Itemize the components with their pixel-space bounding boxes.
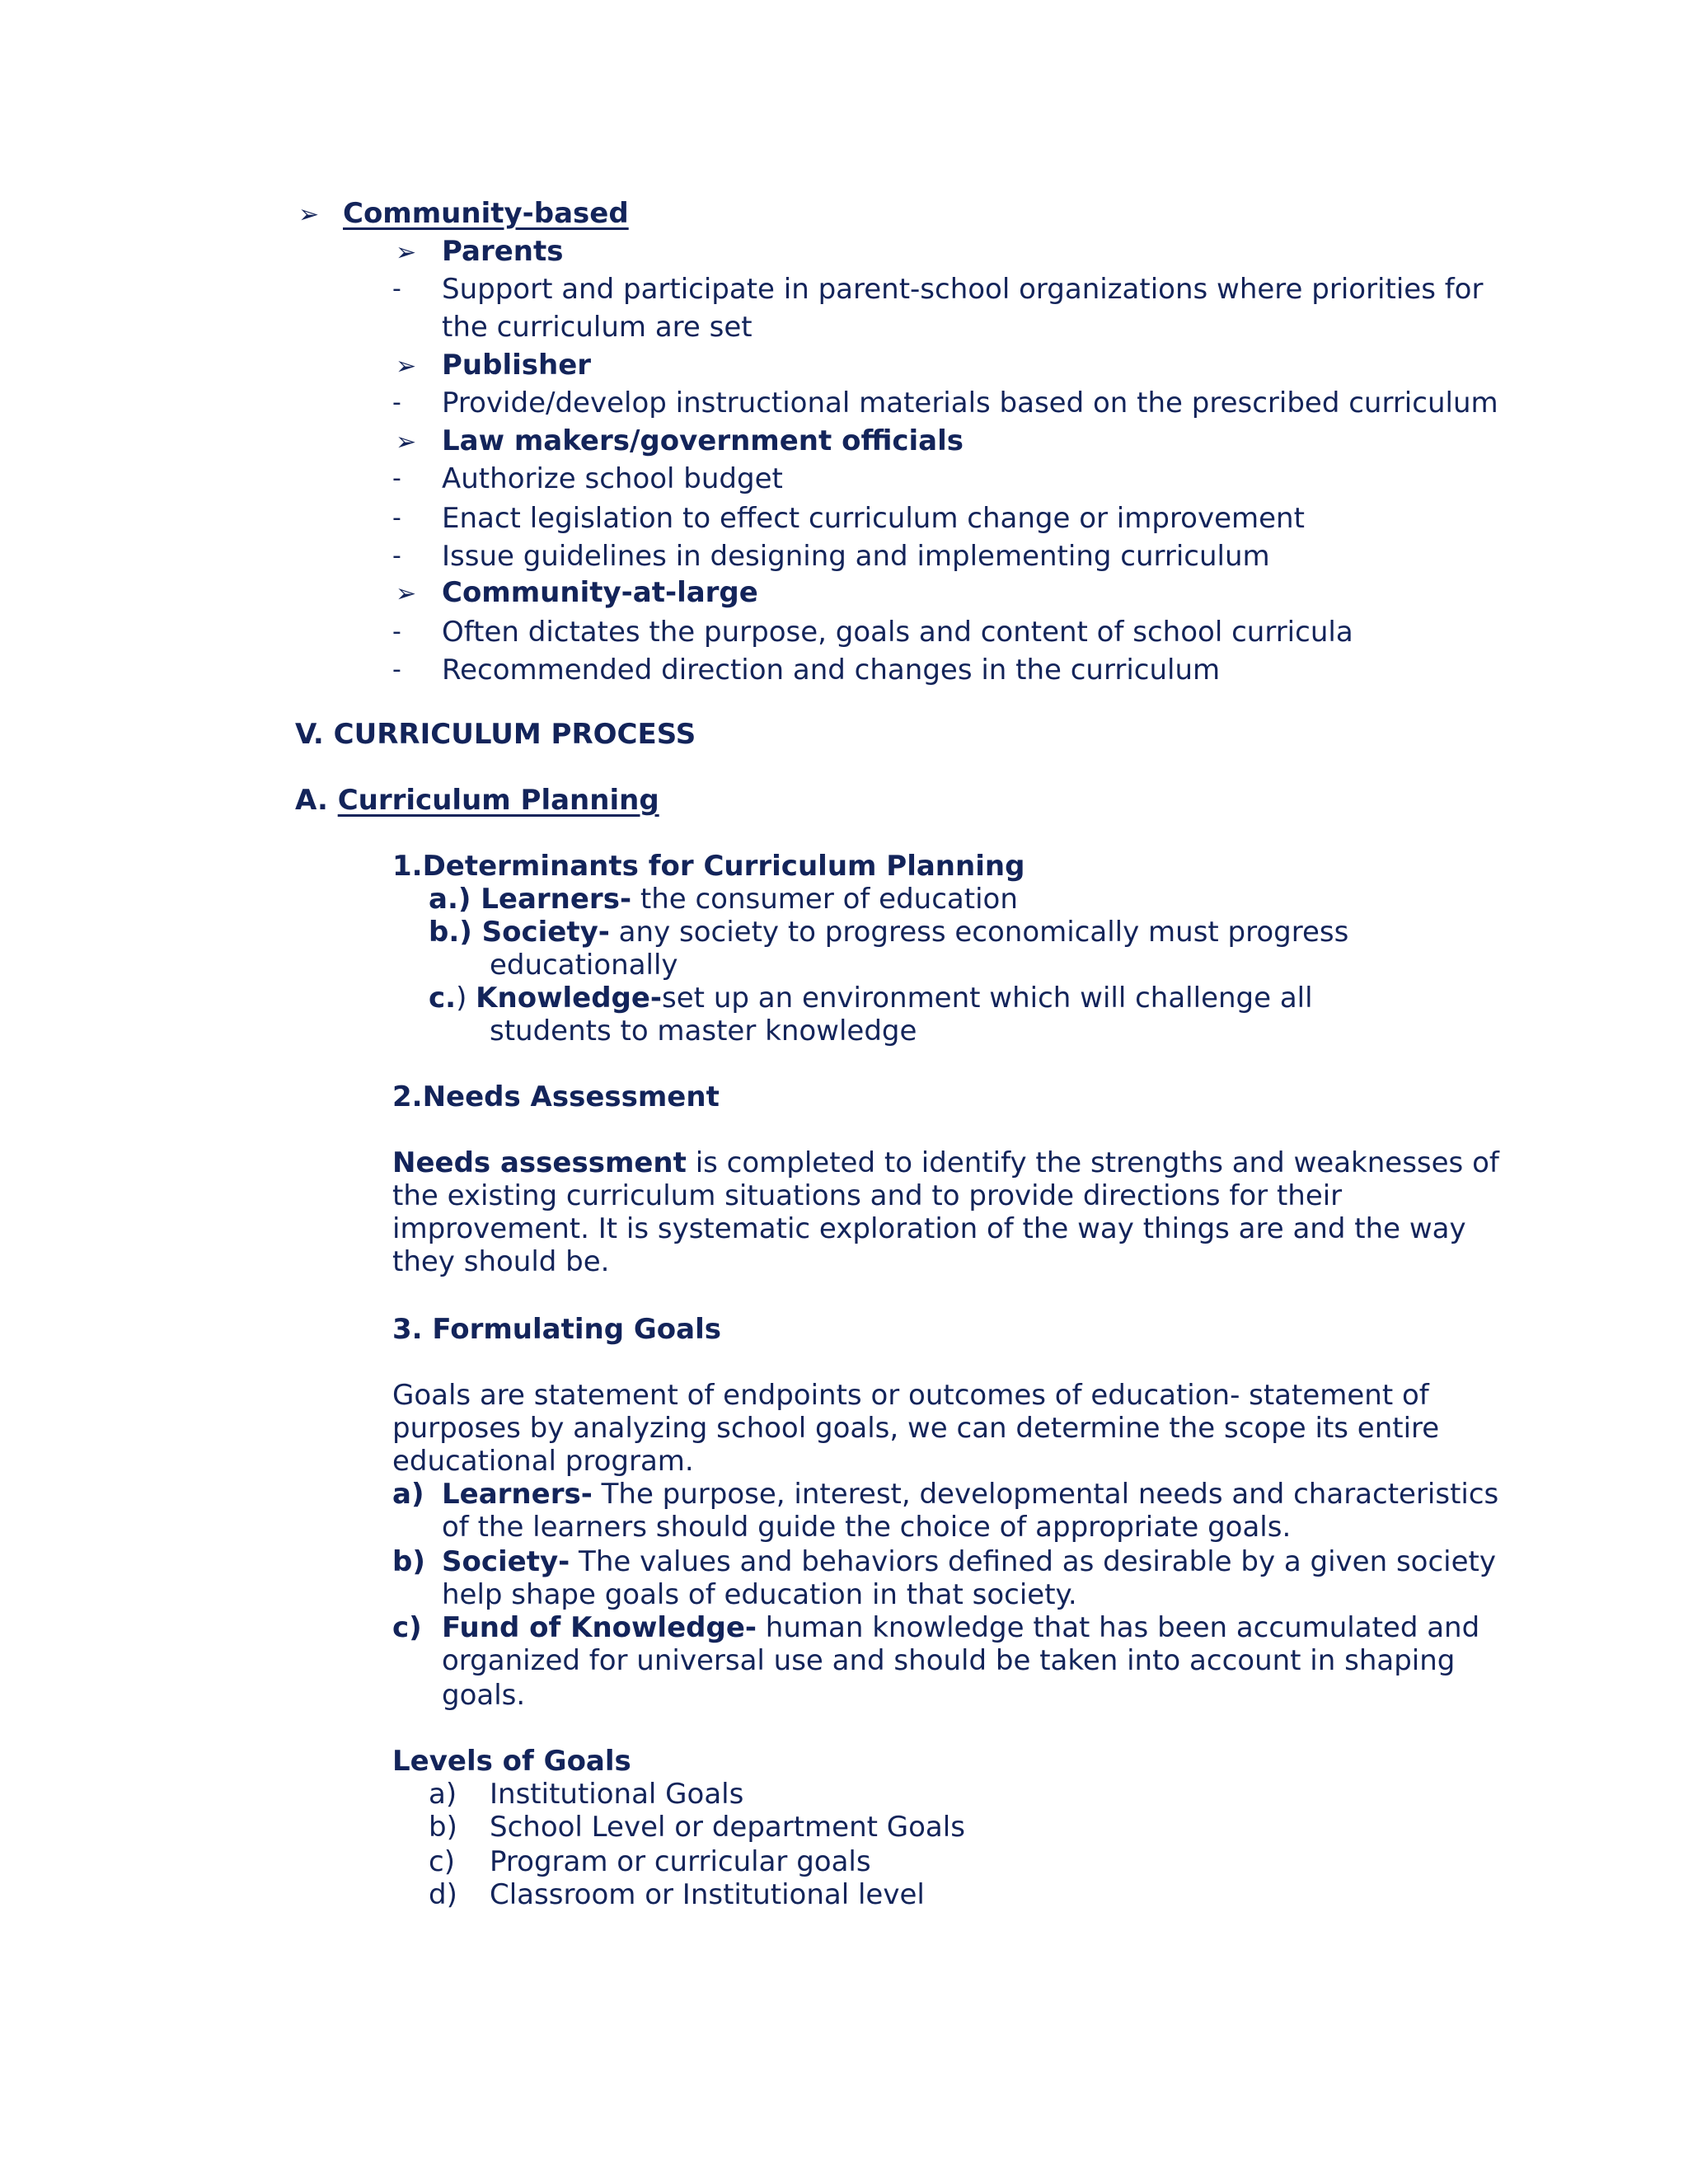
community-heading: Community-based <box>343 197 629 230</box>
goal-c-cont: goals. <box>442 1679 526 1712</box>
determinant-c-text: set up an environment which will challenge all <box>662 982 1313 1015</box>
arrow-bullet-icon: ➢ <box>396 238 417 267</box>
goals-intro-line: educational program. <box>392 1445 694 1478</box>
needs-paragraph-line: they should be. <box>392 1245 610 1278</box>
goal-a-cont: of the learners should guide the choice of appropriate goals. <box>442 1511 1292 1544</box>
arrow-bullet-icon: ➢ <box>298 200 320 229</box>
dash-bullet-icon: - <box>392 655 401 684</box>
goal-c-label: c) <box>392 1611 422 1644</box>
section-a-title: Curriculum Planning <box>337 784 659 817</box>
level-item: Classroom or Institutional level <box>490 1878 925 1911</box>
dash-bullet-icon: - <box>392 464 401 493</box>
goal-b-label: b) <box>392 1545 425 1578</box>
goal-b <box>442 1545 1496 1578</box>
goal-b-cont: help shape goals of education in that society. <box>442 1578 1077 1611</box>
level-label: c) <box>429 1845 455 1878</box>
needs-title: 2.Needs Assessment <box>392 1080 720 1113</box>
parents-item-cont: the curriculum are set <box>442 311 753 344</box>
determinant-c <box>429 982 1313 1015</box>
publisher-item: Provide/develop instructional materials based on the prescribed curriculum <box>442 387 1498 419</box>
determinant-a-text: the consumer of education <box>631 883 1018 916</box>
arrow-bullet-icon: ➢ <box>396 352 417 381</box>
level-item: School Level or department Goals <box>490 1811 965 1844</box>
dash-bullet-icon: - <box>392 274 401 303</box>
determinant-a <box>429 883 1018 916</box>
goals-intro-line: Goals are statement of endpoints or outcomes of education- statement of <box>392 1379 1429 1412</box>
arrow-bullet-icon: ➢ <box>396 428 417 457</box>
community-large-item: Recommended direction and changes in the curriculum <box>442 654 1221 687</box>
dash-bullet-icon: - <box>392 541 401 570</box>
goal-b-term: Society- <box>442 1545 570 1578</box>
lawmakers-item: Issue guidelines in designing and implementing curriculum <box>442 540 1270 573</box>
goal-a-label: a) <box>392 1478 424 1511</box>
needs-lead: Needs assessment <box>392 1146 687 1179</box>
goal-a-term: Learners- <box>442 1478 593 1511</box>
level-label: b) <box>429 1811 457 1844</box>
goal-c-cont: organized for universal use and should be taken into account in shaping <box>442 1644 1456 1677</box>
community-large-item: Often dictates the purpose, goals and content of school curricula <box>442 616 1353 649</box>
goals-intro-line: purposes by analyzing school goals, we can determine the scope its entire <box>392 1412 1440 1445</box>
goal-c <box>442 1611 1480 1644</box>
goal-a <box>442 1478 1499 1511</box>
determinant-b-cont: educationally <box>490 949 678 982</box>
level-item: Institutional Goals <box>490 1778 744 1811</box>
dash-bullet-icon: - <box>392 617 401 646</box>
determinant-b-label: b.) Society- <box>429 916 610 949</box>
section-v-heading: V. CURRICULUM PROCESS <box>295 718 696 751</box>
goal-b-text: The values and behaviors defined as desirable by a given society <box>570 1545 1496 1578</box>
needs-paragraph-line <box>392 1146 1499 1179</box>
determinant-b-text: any society to progress economically must progress <box>609 916 1349 949</box>
needs-paragraph-line: improvement. It is systematic exploration of the way things are and the way <box>392 1212 1466 1245</box>
determinant-c-cont: students to master knowledge <box>490 1015 917 1047</box>
dash-bullet-icon: - <box>392 504 401 532</box>
goal-c-term: Fund of Knowledge- <box>442 1611 757 1644</box>
determinant-b <box>429 916 1349 949</box>
level-label: d) <box>429 1878 457 1911</box>
lawmakers-title: Law makers/government officials <box>442 424 964 457</box>
determinant-c-paren: ) <box>456 982 476 1015</box>
section-a-prefix: A. <box>295 784 338 817</box>
section-a-heading <box>295 784 659 817</box>
level-item: Program or curricular goals <box>490 1845 871 1878</box>
lawmakers-item: Authorize school budget <box>442 462 783 495</box>
community-large-title: Community-at-large <box>442 576 758 609</box>
parents-item: Support and participate in parent-school organizations where priorities for <box>442 273 1484 306</box>
lawmakers-item: Enact legislation to effect curriculum change or improvement <box>442 502 1305 535</box>
goal-a-text: The purpose, interest, developmental needs and characteristics <box>592 1478 1499 1511</box>
determinants-title: 1.Determinants for Curriculum Planning <box>392 850 1025 883</box>
goals-title: 3. Formulating Goals <box>392 1313 722 1346</box>
arrow-bullet-icon: ➢ <box>396 579 417 608</box>
determinant-c-term: Knowledge- <box>476 982 663 1015</box>
publisher-title: Publisher <box>442 349 592 382</box>
levels-title: Levels of Goals <box>392 1745 631 1778</box>
goal-c-text: human knowledge that has been accumulated and <box>757 1611 1480 1644</box>
needs-line-text: is completed to identify the strengths and weaknesses of <box>686 1146 1499 1179</box>
dash-bullet-icon: - <box>392 388 401 417</box>
determinant-c-label: c. <box>429 982 457 1015</box>
parents-title: Parents <box>442 235 564 268</box>
determinant-a-label: a.) Learners- <box>429 883 632 916</box>
level-label: a) <box>429 1778 457 1811</box>
needs-paragraph-line: the existing curriculum situations and to provide directions for their <box>392 1179 1343 1212</box>
